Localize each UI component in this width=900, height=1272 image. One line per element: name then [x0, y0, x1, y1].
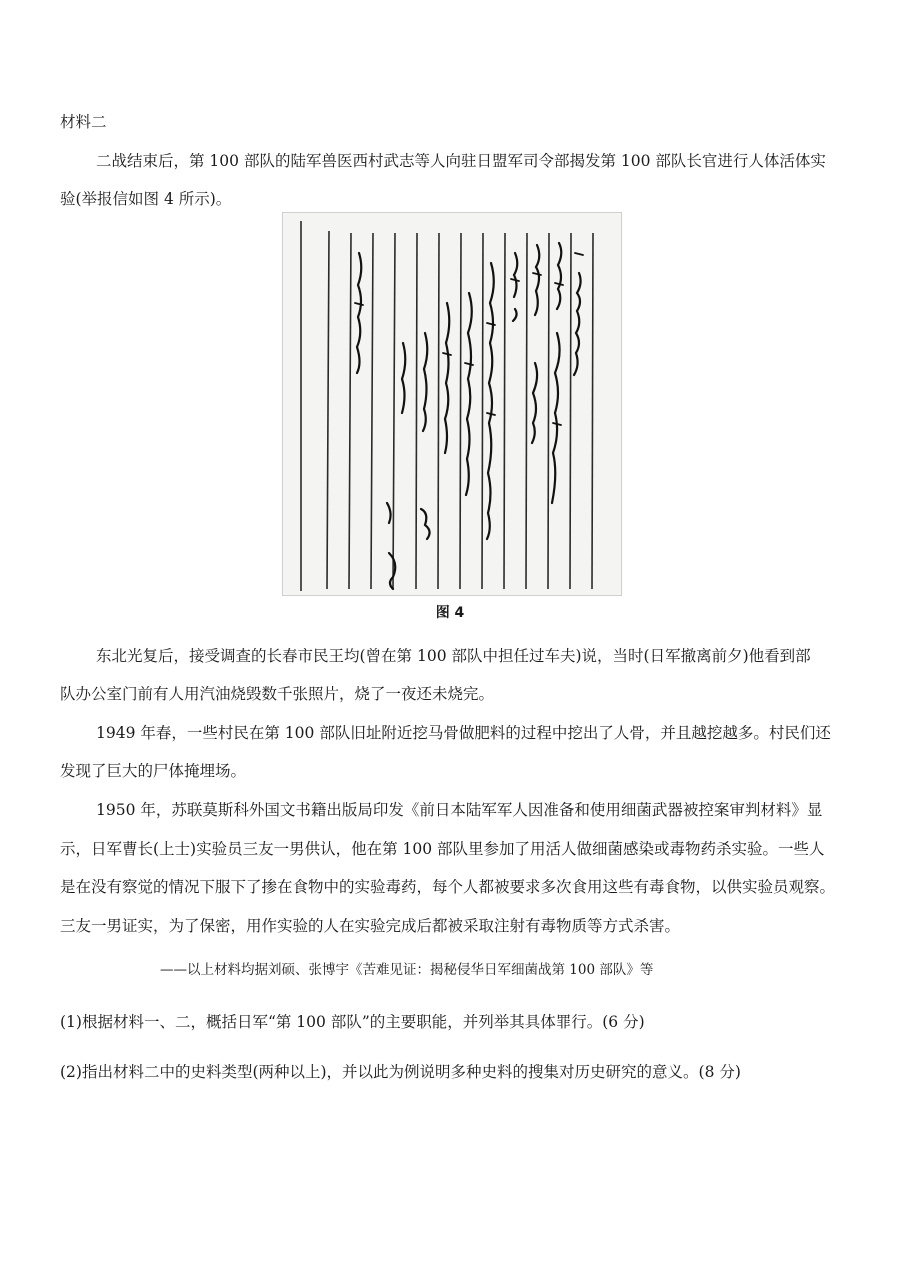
handwritten-letter-image: [282, 212, 622, 596]
paragraph-line: 三友一男证实，为了保密，用作实验的人在实验完成后都被采取注射有毒物质等方式杀害。: [60, 917, 681, 935]
paragraph-line: 东北光复后，接受调查的长春市民王均(曾在第 100 部队中担任过车夫)说，当时(日军撤离前夕)他看到部: [96, 647, 811, 665]
question-1: (1)根据材料一、二，概括日军“第 100 部队”的主要职能，并列举其具体罪行。(6 分): [60, 1013, 645, 1031]
source-citation: ——以上材料均据刘硕、张博宇《苦难见证：揭秘侵华日军细菌战第 100 部队》等: [160, 962, 654, 978]
paragraph-line: 1949 年春，一些村民在第 100 部队旧址附近挖马骨做肥料的过程中挖出了人骨，并且越挖越多。村民们还: [96, 724, 831, 742]
paragraph-line: 发现了巨大的尸体掩埋场。: [60, 762, 247, 780]
paragraph-line: 示，日军曹长(上士)实验员三友一男供认，他在第 100 部队里参加了用活人做细菌感染或毒物药杀实验。一些人: [60, 840, 825, 858]
paragraph-line: 1950 年，苏联莫斯科外国文书籍出版局印发《前日本陆军军人因准备和使用细菌武器被控案审判材料》显: [96, 801, 823, 819]
paragraph-line: 队办公室门前有人用汽油烧毁数千张照片，烧了一夜还未烧完。: [60, 685, 495, 703]
paragraph-line: 二战结束后，第 100 部队的陆军兽医西村武志等人向驻日盟军司令部揭发第 100 部队长官进行人体活体实: [96, 152, 826, 170]
figure-caption: 图 4: [435, 605, 465, 621]
paragraph-line: 是在没有察觉的情况下服下了掺在食物中的实验毒药，每个人都被要求多次食用这些有毒食物，以供实验员观察。: [60, 878, 836, 896]
question-2: (2)指出材料二中的史料类型(两种以上)，并以此为例说明多种史料的搜集对历史研究的意义。(8 分): [60, 1063, 741, 1081]
letter-illustration: [283, 213, 621, 595]
paragraph-line: 验(举报信如图 4 所示)。: [60, 190, 232, 208]
section-heading: 材料二: [60, 113, 107, 131]
